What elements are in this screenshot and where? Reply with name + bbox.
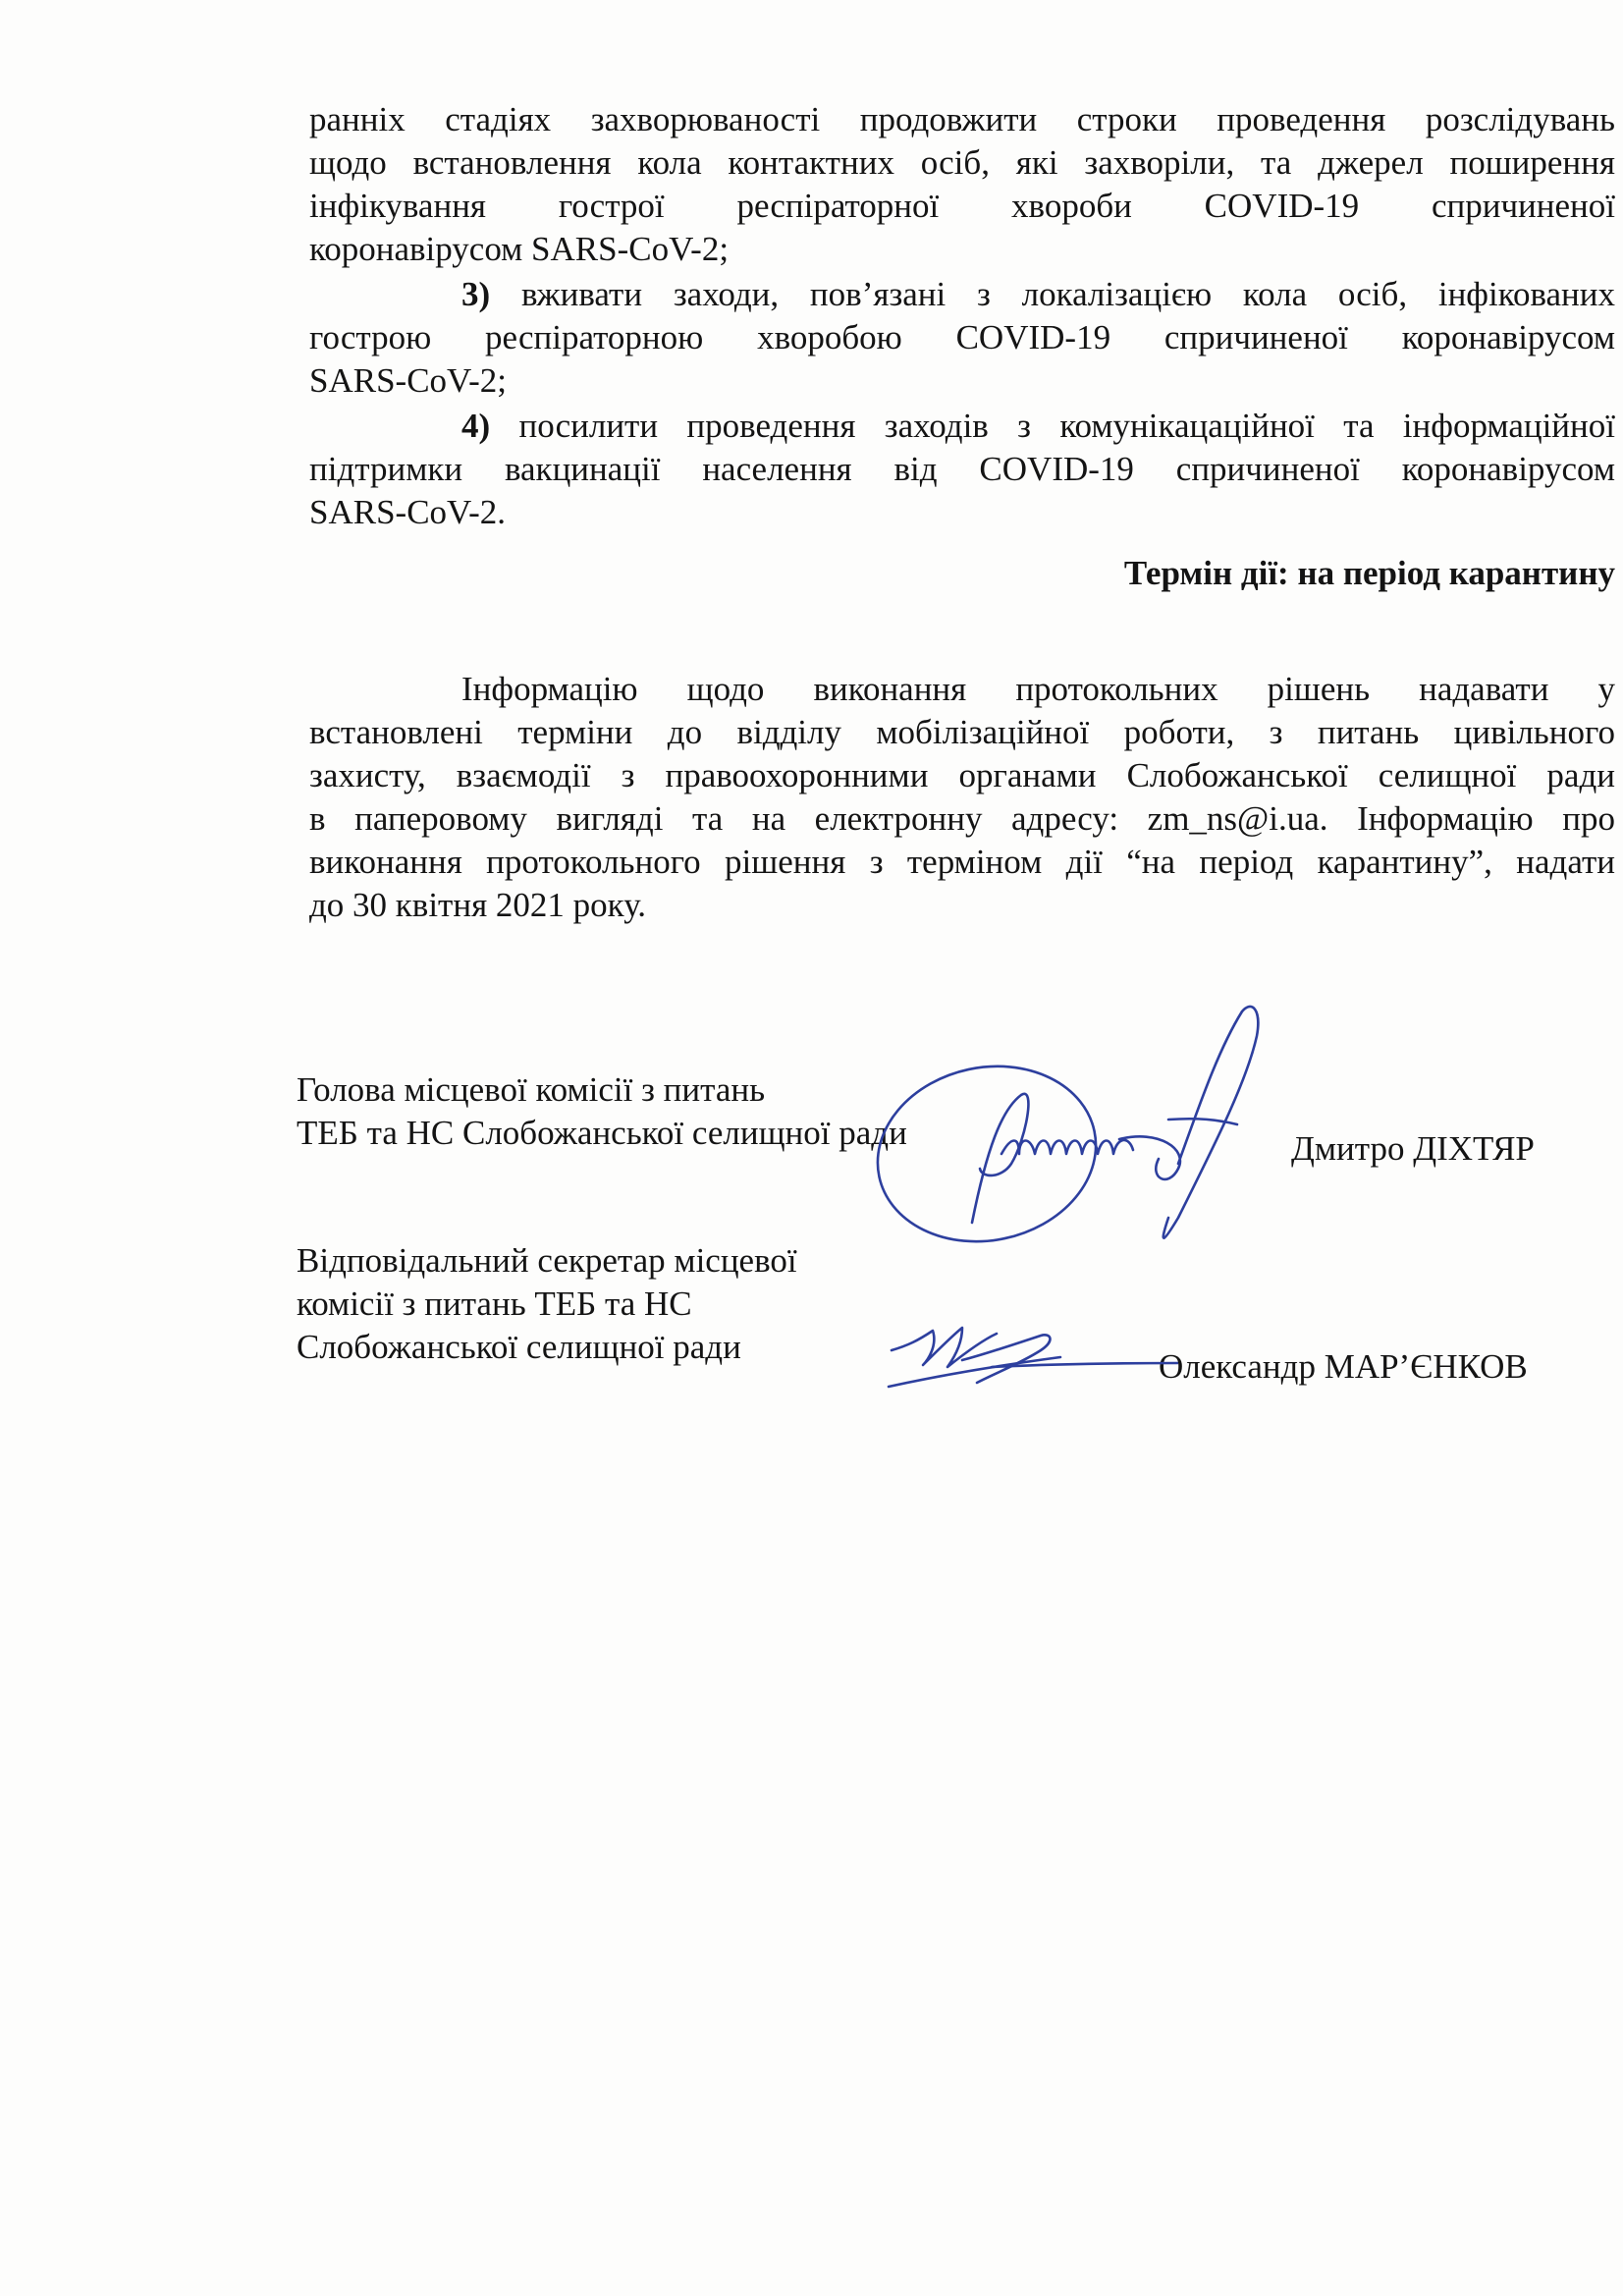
item-2-continuation xyxy=(309,98,1615,271)
text-line: підтримки вакцинації населення від COVID-19 спричиненої коронавірусом xyxy=(309,450,1615,488)
text-line xyxy=(309,273,1615,316)
secretary-signature-name: Олександр МАР’ЄНКОВ xyxy=(1159,1347,1528,1386)
text-line: SARS-CoV-2; xyxy=(309,361,507,400)
text-line: захисту, взаємодії з правоохоронними органами Слобожанської селищної ради xyxy=(309,756,1615,794)
text-line: до 30 квітня 2021 року. xyxy=(309,886,646,924)
text-line: коронавірусом SARS-CoV-2; xyxy=(309,230,730,268)
text-line: щодо встановлення кола контактних осіб, які захворіли, та джерел поширення xyxy=(309,143,1615,182)
text-line xyxy=(309,405,1615,448)
signature-title-line: Слобожанської селищної ради xyxy=(297,1328,741,1366)
item-4 xyxy=(309,405,1615,534)
item-3 xyxy=(309,273,1615,403)
signature-title-line: Голова місцевої комісії з питань xyxy=(297,1070,766,1109)
info-paragraph xyxy=(309,668,1615,927)
text-line: встановлені терміни до відділу мобілізаційної роботи, з питань цивільного xyxy=(309,713,1615,751)
text-line: гострою респіраторною хворобою COVID-19 спричиненої коронавірусом xyxy=(309,318,1615,356)
item-number: 4) xyxy=(461,407,491,445)
secretary-handwritten-signature xyxy=(884,1306,1178,1394)
head-signature-name: Дмитро ДІХТЯР xyxy=(1291,1129,1535,1168)
text-line: ранніх стадіях захворюваності продовжити строки проведення розслідувань xyxy=(309,100,1615,138)
text-line: виконання протокольного рішення з терміном дії “на період карантину”, надати xyxy=(309,843,1615,881)
item-text: вживати заходи, пов’язані з локалізацією кола осіб, інфікованих xyxy=(520,275,1616,313)
signature-title-line: Відповідальний секретар місцевої xyxy=(297,1241,797,1280)
secretary-signature-title xyxy=(297,1239,797,1369)
text-line: Інформацію щодо виконання протокольних рішень надавати у xyxy=(461,670,1615,708)
text-line: в паперовому вигляді та на електронну адресу: zm_ns@i.ua. Інформацію про xyxy=(309,799,1615,838)
item-text: посилити проведення заходів з комунікацаційної та інформаційної xyxy=(518,407,1615,445)
signature-title-line: комісії з питань ТЕБ та НС xyxy=(297,1285,692,1323)
term-of-validity: Термін дії: на період карантину xyxy=(1123,554,1615,592)
text-line: SARS-CoV-2. xyxy=(309,493,507,531)
head-signature-title xyxy=(297,1068,907,1155)
signature-title-line: ТЕБ та НС Слобожанської селищної ради xyxy=(297,1114,907,1152)
text-line: інфікування гострої респіраторної хвороби COVID-19 спричиненої xyxy=(309,187,1615,225)
item-number: 3) xyxy=(461,275,491,313)
